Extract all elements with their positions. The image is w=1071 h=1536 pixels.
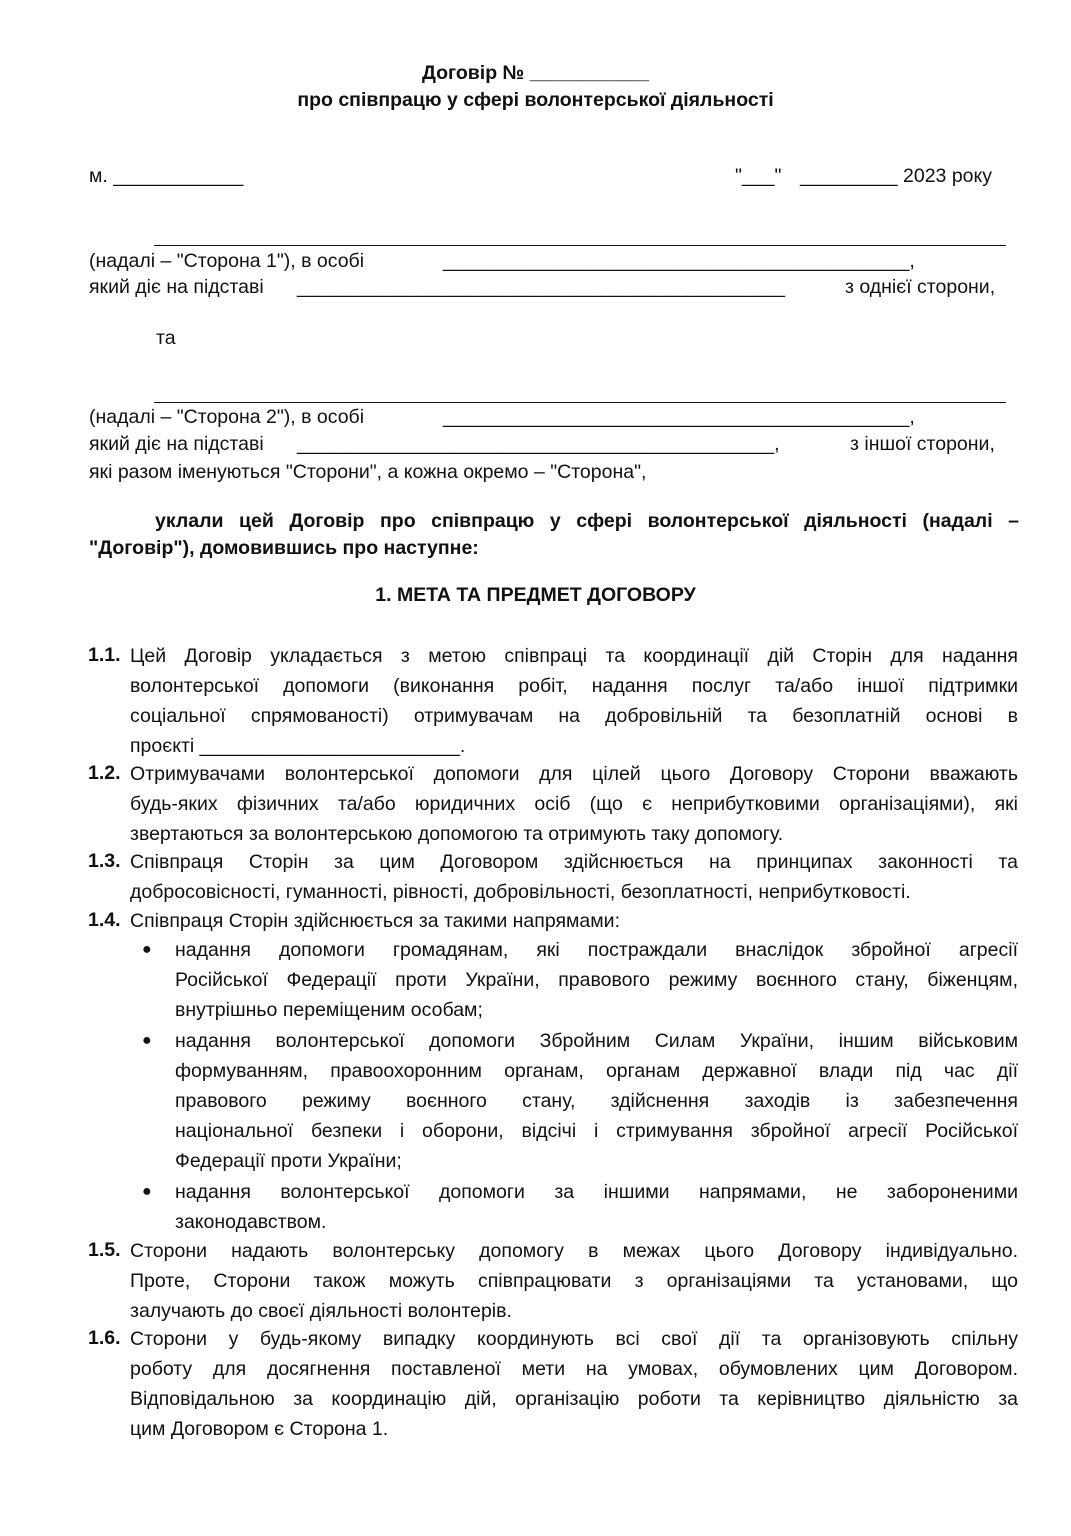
party2-rep-label: (надалі – "Сторона 2"), в особі [89,406,365,428]
bullet-line: надання волонтерської допомоги за іншими напрямами, не забороненими [175,1181,1018,1203]
clause-1-4-number: 1.4. [88,909,121,931]
clause-line: волонтерської допомоги (виконання робіт, надання послуг та/або іншої підтримки [130,675,1018,697]
collective-naming: які разом іменуються "Сторони", а кожна окремо – "Сторона", [89,461,647,483]
clause-line: соціальної спрямованості) отримувачам на добровільній та безоплатній основі в [130,705,1018,727]
contract-subtitle: про співпрацю у сфері волонтерської діяльності [297,89,774,111]
date-month-year-field: _________ 2023 року [800,165,993,187]
party1-side-label: з однієї сторони, [845,276,996,298]
clause-1-5-text [130,1236,1018,1326]
bullet-line: правового режиму воєнного стану, здійснення заходів із забезпечення [175,1090,1018,1112]
clause-line: цим Договором є Сторона 1. [130,1418,389,1440]
clause-1-6-number: 1.6. [88,1327,121,1349]
clause-1-4-text [130,906,1018,936]
clause-1-6-text [130,1324,1018,1444]
clause-1-2-number: 1.2. [88,762,121,784]
clause-line: Відповідальною за координацію дій, організацію роботи та керівництво діяльністю за [130,1388,1018,1410]
city-field: м. ____________ [89,165,244,187]
bullet-line: Федерації проти України; [175,1150,402,1172]
bullet-line: Російської Федерації проти України, правового режиму воєнного стану, біженцям, [175,969,1018,991]
party1-name-line [154,245,1006,246]
party1-rep-blank: ___________________________________________, [443,250,915,272]
bullet-dot: ● [142,1183,152,1200]
clause-line: добросовісності, гуманності, рівності, добровільності, безоплатності, неприбутковості. [130,881,911,903]
clause-line: Отримувачами волонтерської допомоги для цілей цього Договору Сторони вважають [130,763,1018,785]
clause-line: Сторони надають волонтерську допомогу в межах цього Договору індивідуально. [130,1240,1018,1262]
bullet-dot: ● [142,1032,152,1049]
clause-line: Співпраця Сторін здійснюється за такими напрямами: [130,910,620,932]
clause-line: Цей Договір укладається з метою співпраці та координації дій Сторін для надання [130,645,1018,667]
clause-1-3-number: 1.3. [88,850,121,872]
bullet-2-text [175,1026,1018,1176]
connector-text: та [156,327,176,349]
clause-1-1-number: 1.1. [88,644,121,666]
agreement-intro-line2: "Договір"), домовившись про наступне: [89,537,479,559]
clause-line: Сторони у будь-якому випадку координують всі свої дії та організовують спільну [130,1328,1018,1350]
clause-line: роботу для досягнення поставленої мети на умовах, обумовлених цим Договором. [130,1358,1018,1380]
bullet-line: законодавством. [175,1211,327,1233]
bullet-dot: ● [142,941,152,958]
clause-1-2-text [130,759,1018,849]
party2-basis-blank: ____________________________________________, [297,433,780,455]
section1-heading: 1. МЕТА ТА ПРЕДМЕТ ДОГОВОРУ [375,584,696,606]
clause-line: звертаються за волонтерською допомогою та отримують таку допомогу. [130,823,784,845]
date-day-field: "___" [735,165,782,187]
clause-1-3-text [130,847,1018,907]
party1-basis-label: який діє на підставі [89,276,264,298]
bullet-3-text [175,1177,1018,1237]
party2-side-label: з іншої сторони, [850,433,995,455]
clause-line: будь-яких фізичних та/або юридичних осіб (що є неприбутковими організаціями), які [130,793,1018,815]
clause-line: залучають до своєї діяльності волонтерів. [130,1300,512,1322]
party2-basis-label: який діє на підставі [89,433,264,455]
clause-line: Проте, Сторони також можуть співпрацювати з організаціями та установами, що [130,1270,1018,1292]
clause-line: проєкті ________________________. [130,735,466,757]
bullet-line: формуванням, правоохоронним органам, органам державної влади під час дії [175,1060,1018,1082]
agreement-intro-line1: уклали цей Договір про співпрацю у сфері волонтерської діяльності (надалі – [155,510,1019,532]
bullet-1-text [175,935,1018,1025]
bullet-line: внутрішньо переміщеним особам; [175,999,483,1021]
bullet-line: національної безпеки і оборони, відсічі і стримування збройної агресії Російської [175,1120,1018,1142]
bullet-line: надання допомоги громадянам, які постраждали внаслідок збройної агресії [175,939,1018,961]
party1-rep-label: (надалі – "Сторона 1"), в особі [89,250,365,272]
bullet-line: надання волонтерської допомоги Збройним Силам України, іншим військовим [175,1030,1018,1052]
clause-1-1-text [130,641,1018,761]
party2-name-line [154,402,1006,403]
clause-line: Співпраця Сторін за цим Договором здійснюється на принципах законності та [130,851,1018,873]
contract-title: Договір № ___________ [421,62,649,84]
clause-1-5-number: 1.5. [88,1239,121,1261]
party1-basis-blank: _____________________________________________ [297,276,786,298]
party2-rep-blank: ___________________________________________, [443,406,915,428]
